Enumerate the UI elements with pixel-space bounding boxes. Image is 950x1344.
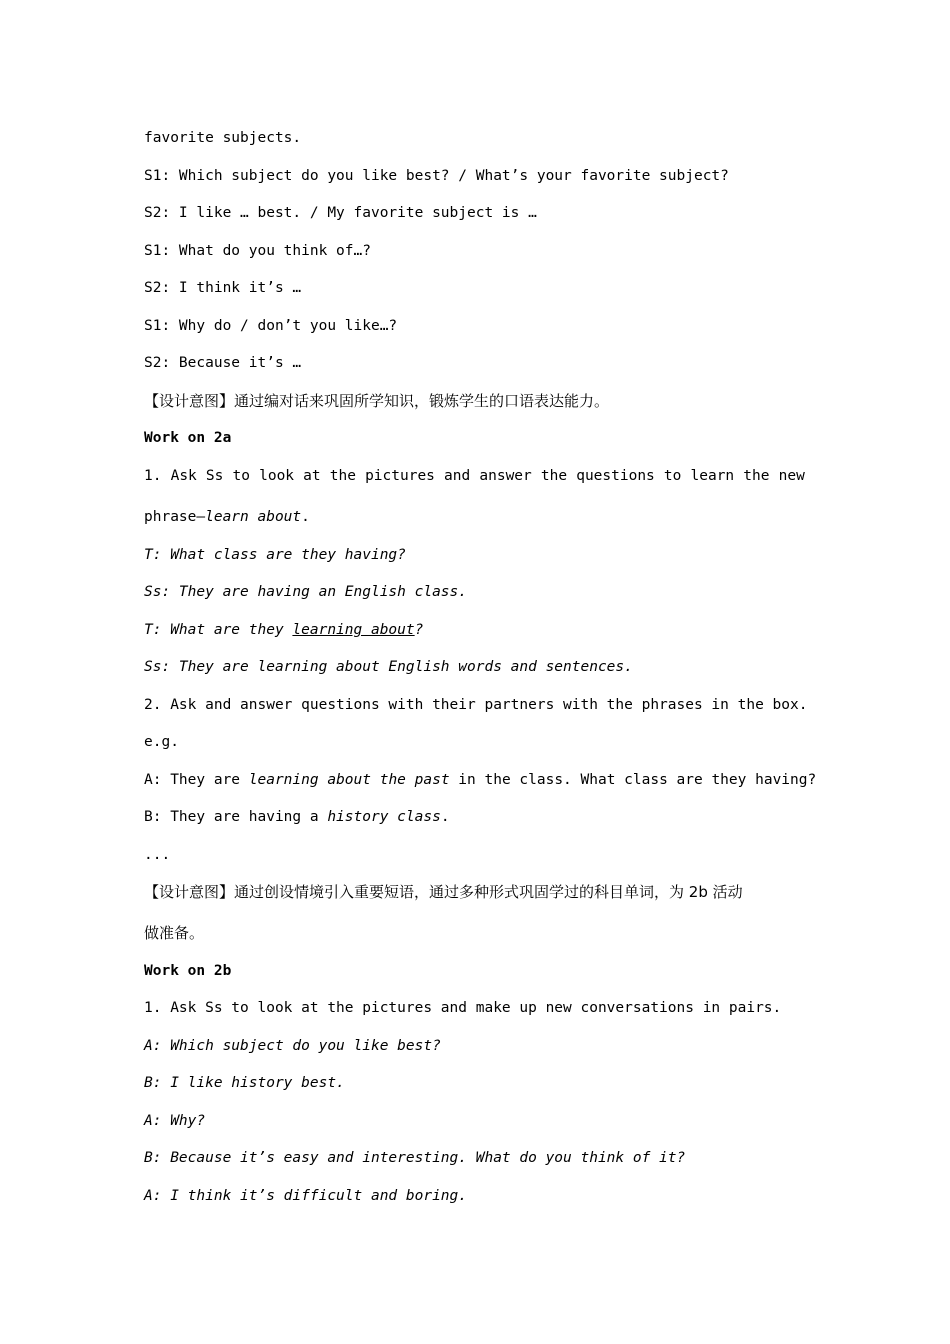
design-intent-note: 【设计意图】通过创设情境引入重要短语，通过多种形式巩固学过的科目单词，为 2b 活动 (144, 883, 743, 901)
key-phrase: learning about the past (248, 772, 450, 788)
dialogue-line: S1: Why do / don’t you like…? (144, 318, 398, 334)
word: 1. (144, 468, 162, 484)
text-run: in the class. What class are they having? (449, 772, 817, 788)
example-dialogue-line: A: I think it’s difficult and boring. (144, 1188, 468, 1204)
instruction-line (144, 466, 805, 486)
text-run: . (440, 809, 450, 825)
section-heading-2a: Work on 2a (144, 430, 232, 446)
dialogue-line (144, 807, 824, 827)
text-run: A: They are (144, 772, 249, 788)
word: to (232, 468, 250, 484)
example-dialogue-line: A: Why? (144, 1113, 206, 1129)
example-dialogue-line: Ss: They are learning about English words and sentences. (144, 659, 633, 675)
dialogue-line: S1: What do you think of…? (144, 243, 371, 259)
text-line: e.g. (144, 734, 179, 750)
key-phrase: learn about (205, 509, 302, 525)
word: pictures (365, 468, 435, 484)
text-line: favorite subjects. (144, 130, 302, 146)
section-heading-2b: Work on 2b (144, 963, 232, 979)
text-run: phrase— (144, 509, 206, 525)
word: the (743, 468, 770, 484)
word: Ask (170, 468, 197, 484)
word: at (303, 468, 321, 484)
word: learn (690, 468, 735, 484)
word: to (663, 468, 682, 484)
instruction-line: 1. Ask Ss to look at the pictures and make up new conversations in pairs. (144, 1000, 782, 1016)
word: the (329, 468, 356, 484)
text-run: . (301, 509, 310, 525)
instruction-line-continued (144, 507, 824, 527)
example-dialogue-line: T: What class are they having? (144, 547, 406, 563)
dialogue-line: S2: Because it’s … (144, 355, 302, 371)
ellipsis-line: ... (144, 847, 171, 863)
design-intent-note-continued: 做准备。 (144, 924, 205, 942)
word: the (540, 468, 568, 484)
dialogue-line (144, 770, 824, 790)
text-run: ? (414, 622, 424, 638)
dialogue-line: S2: I like … best. / My favorite subject is … (144, 205, 537, 221)
example-dialogue-line: B: I like history best. (144, 1075, 345, 1091)
dialogue-line: S2: I think it’s … (144, 280, 302, 296)
example-dialogue-line: A: Which subject do you like best? (144, 1038, 441, 1054)
dialogue-line: S1: Which subject do you like best? / What’s your favorite subject? (144, 168, 729, 184)
word: and (444, 468, 471, 484)
text-run: T: What are they (144, 622, 293, 638)
word: new (778, 468, 805, 484)
example-dialogue-line: Ss: They are having an English class. (144, 584, 468, 600)
word: look (259, 468, 295, 484)
underlined-phrase: learning about (292, 622, 415, 638)
design-intent-note: 【设计意图】通过编对话来巩固所学知识，锻炼学生的口语表达能力。 (144, 392, 610, 410)
example-dialogue-line: B: Because it’s easy and interesting. What do you think of it? (144, 1150, 686, 1166)
word: questions (576, 468, 655, 484)
text-run: B: They are having a (144, 809, 328, 825)
example-dialogue-line (144, 620, 824, 640)
word: answer (479, 468, 532, 484)
key-phrase: history class (327, 809, 441, 825)
instruction-line: 2. Ask and answer questions with their partners with the phrases in the box. (144, 697, 808, 713)
word: Ss (205, 468, 224, 484)
